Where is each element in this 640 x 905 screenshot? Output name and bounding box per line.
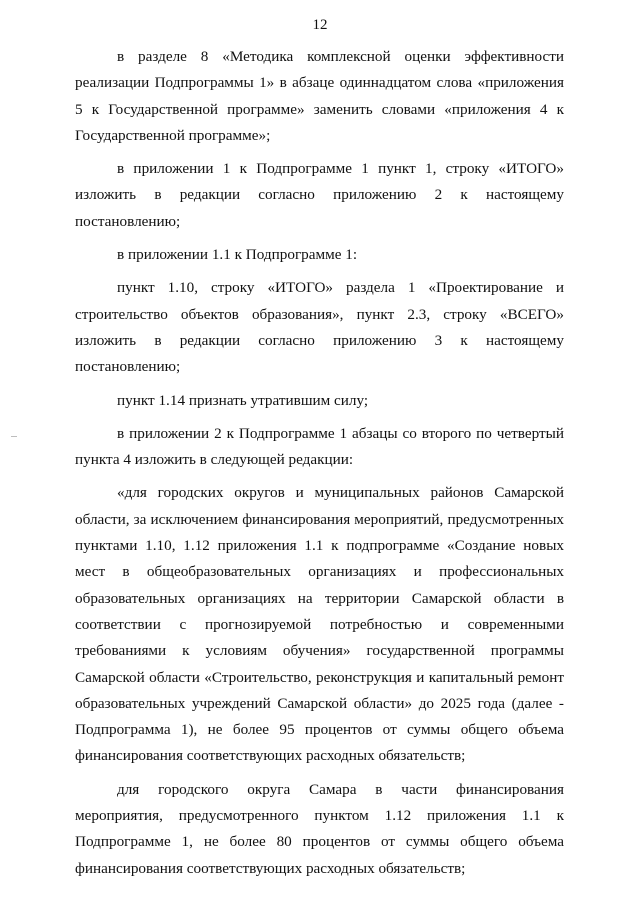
paragraph-section-8-amendment: в разделе 8 «Методика комплексной оценки эффективности реализации Подпрограммы 1» в абзаце одиннадцатом слова «приложения 5 к Государственной программе» заменить словами «приложения 4 к Государственной программе»; xyxy=(75,48,564,144)
paragraph-item-1-10-amendment: пункт 1.10, строку «ИТОГО» раздела 1 «Проектирование и строительство объектов образования», пункт 2.3, строку «ВСЕГО» изложить в редакции согласно приложению 3 к настоящему постановлению; xyxy=(75,279,564,376)
paragraph-appendix-2-intro: в приложении 2 к Подпрограмме 1 абзацы со второго по четвертый пункта 4 изложить в следующей редакции: xyxy=(75,424,564,469)
paragraph-samara-financing-80: для городского округа Самара в части финансирования мероприятия, предусмотренного пунктом 1.12 приложения 1.1 к Подпрограмме 1, не более 80 процентов от суммы общего объема финансирования соответствующих расходных обязательств; xyxy=(75,780,564,877)
paragraph-appendix-1-amendment: в приложении 1 к Подпрограмме 1 пункт 1, строку «ИТОГО» изложить в редакции согласно приложению 2 к настоящему постановлению; xyxy=(75,160,564,230)
paragraph-item-1-14-repeal: пункт 1.14 признать утратившим силу; xyxy=(117,391,369,409)
margin-mark xyxy=(11,436,17,437)
page-number: 12 xyxy=(312,17,328,33)
paragraph-quoted-financing-95: «для городских округов и муниципальных районов Самарской области, за исключением финансирования мероприятий, предусмотренных пунктами 1.10, 1.12 приложения 1.1 к подпрограмме «Создание новых мест в общеобразовательных организациях и профессиональных образовательных организациях на территории Самарской области в соответствии с прогнозируемой потребностью и современными требованиями к условиям обучения» государственной программы Самарской области «Строительство, реконструкция и капитальный ремонт образовательных учреждений Самарской области» до 2025 года (далее - Подпрограмма 1), не более 95 процентов от суммы общего объема финансирования соответствующих расходных обязательств; xyxy=(75,484,564,765)
paragraph-appendix-1-1-intro: в приложении 1.1 к Подпрограмме 1: xyxy=(117,246,358,264)
document-body xyxy=(75,44,564,882)
